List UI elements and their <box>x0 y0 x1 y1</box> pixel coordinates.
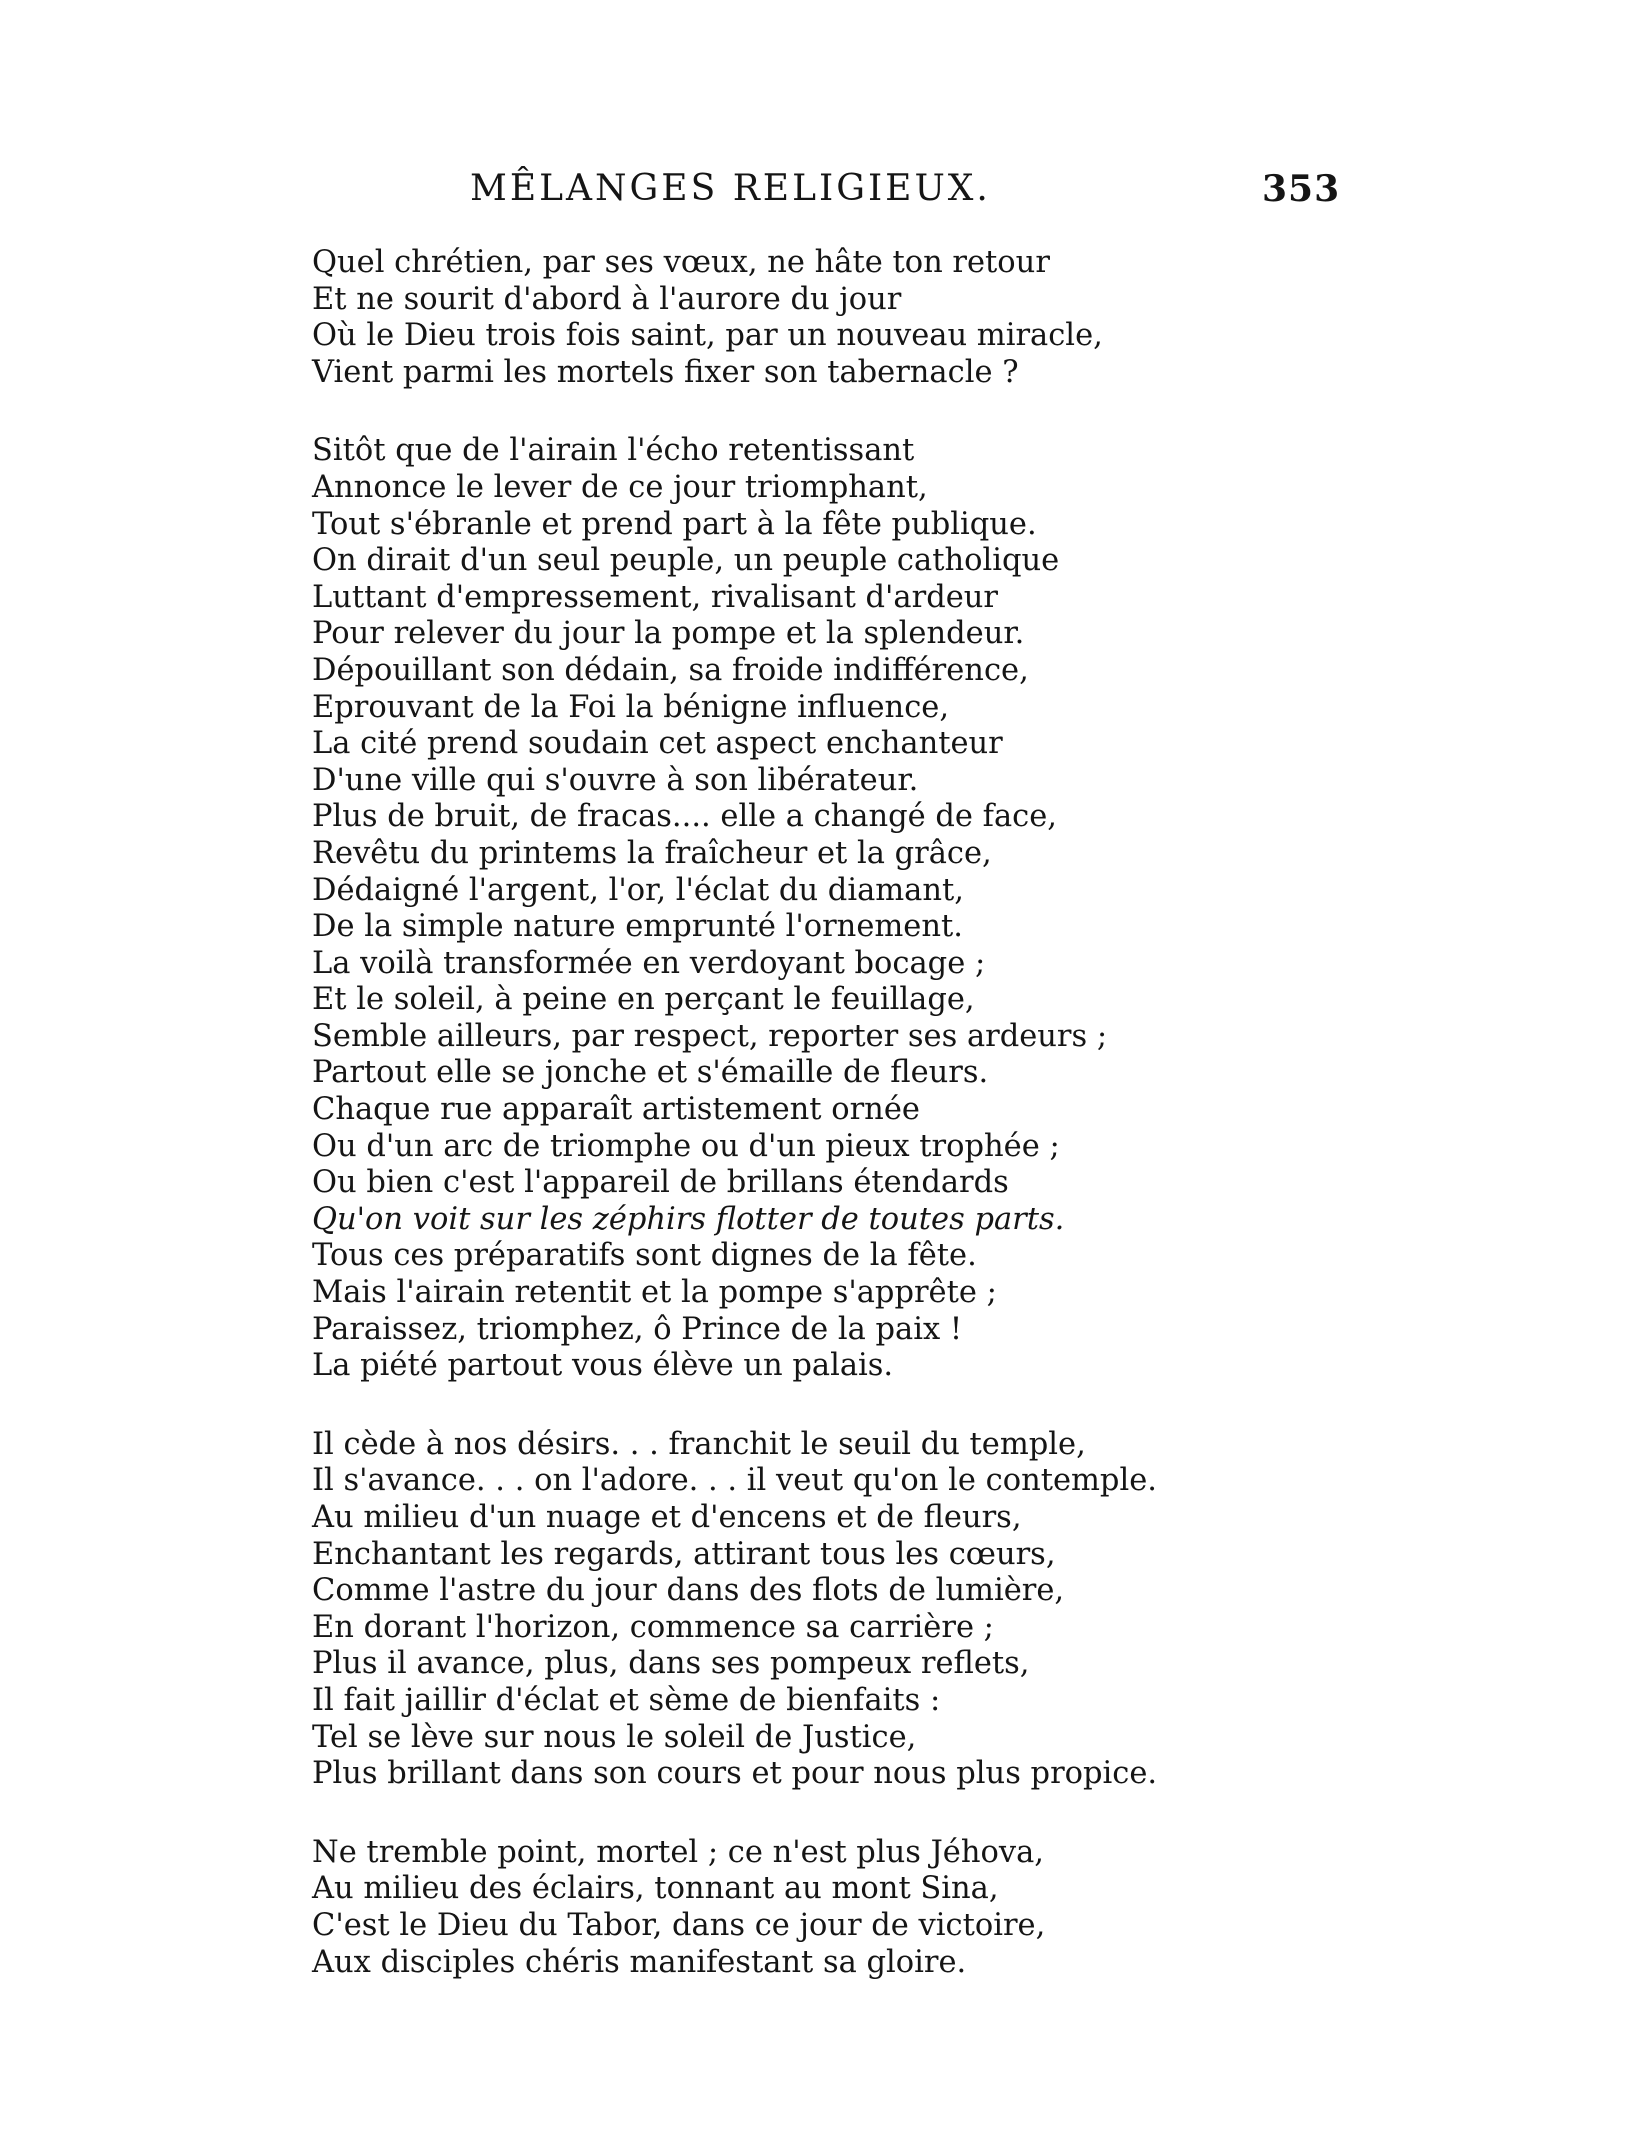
verse-line: Où le Dieu trois fois saint, par un nouveau miracle, <box>312 318 1103 354</box>
verse-line: C'est le Dieu du Tabor, dans ce jour de victoire, <box>312 1907 1046 1943</box>
verse-line: Plus de bruit, de fracas.... elle a changé de face, <box>312 799 1057 835</box>
verse-line: Vient parmi les mortels fixer son tabernacle ? <box>312 354 1019 390</box>
verse-line: La cité prend soudain cet aspect enchanteur <box>312 726 1003 762</box>
verse-line: Eprouvant de la Foi la bénigne influence, <box>312 689 950 725</box>
verse-line: Chaque rue apparaît artistement ornée <box>312 1092 920 1128</box>
stanza <box>312 245 1332 391</box>
verse-line: Luttant d'empressement, rivalisant d'ardeur <box>312 579 998 615</box>
verse-line-italic <box>312 1202 1332 1239</box>
verse-line: Ou bien c'est l'appareil de brillans étendards <box>312 1165 1009 1201</box>
verse-line: Paraissez, triomphez, ô Prince de la paix ! <box>312 1311 963 1347</box>
poem <box>312 245 1332 2023</box>
verse-line: Ne tremble point, mortel ; ce n'est plus Jéhova, <box>312 1834 1044 1870</box>
verse-line: La piété partout vous élève un palais. <box>312 1348 894 1384</box>
verse-line: Il cède à nos désirs. . . franchit le seuil du temple, <box>312 1426 1086 1462</box>
verse-line: Et le soleil, à peine en perçant le feuillage, <box>312 982 975 1018</box>
stanza <box>312 433 1332 1384</box>
verse-line: Plus il avance, plus, dans ses pompeux reflets, <box>312 1646 1030 1682</box>
verse-line: La voilà transformée en verdoyant bocage ; <box>312 945 986 981</box>
verse-line: Tout s'ébranle et prend part à la fête publique. <box>312 506 1037 542</box>
verse-line: Pour relever du jour la pompe et la splendeur. <box>312 616 1025 652</box>
verse-line: Revêtu du printems la fraîcheur et la grâce, <box>312 835 992 871</box>
italic-phrase: Qu'on voit sur les zéphirs flotter de toutes parts. <box>312 1201 1065 1237</box>
verse-line: En dorant l'horizon, commence sa carrière ; <box>312 1609 994 1645</box>
verse-line: Comme l'astre du jour dans des flots de lumière, <box>312 1573 1065 1609</box>
verse-line: Partout elle se jonche et s'émaille de fleurs. <box>312 1055 989 1091</box>
verse-line: Tous ces préparatifs sont dignes de la fête. <box>312 1238 977 1274</box>
verse-line: Quel chrétien, par ses vœux, ne hâte ton retour <box>312 245 1050 280</box>
verse-line: Au milieu des éclairs, tonnant au mont Sina, <box>312 1871 999 1907</box>
stanza <box>312 1835 1332 1981</box>
verse-line: Tel se lève sur nous le soleil de Justice, <box>312 1719 917 1755</box>
verse-line: Sitôt que de l'airain l'écho retentissant <box>312 433 915 469</box>
verse-line: Et ne sourit d'abord à l'aurore du jour <box>312 281 902 317</box>
verse-line: Dédaigné l'argent, l'or, l'éclat du diamant, <box>312 872 964 908</box>
verse-line: Enchantant les regards, attirant tous les cœurs, <box>312 1536 1056 1572</box>
verse-line: Semble ailleurs, par respect, reporter ses ardeurs ; <box>312 1018 1108 1054</box>
verse-line: Annonce le lever de ce jour triomphant, <box>312 469 928 505</box>
verse-line: D'une ville qui s'ouvre à son libérateur. <box>312 762 919 798</box>
verse-line: Plus brillant dans son cours et pour nous plus propice. <box>312 1756 1158 1792</box>
running-title: MÊLANGES RELIGIEUX. <box>470 168 991 209</box>
page-number: 353 <box>1262 168 1341 210</box>
verse-line: Aux disciples chéris manifestant sa gloire. <box>312 1944 967 1980</box>
verse-line: On dirait d'un seul peuple, un peuple catholique <box>312 543 1060 579</box>
verse-line: Il fait jaillir d'éclat et sème de bienfaits : <box>312 1682 941 1718</box>
verse-line: Au milieu d'un nuage et d'encens et de fleurs, <box>312 1500 1022 1535</box>
stanza <box>312 1427 1332 1793</box>
verse-line: De la simple nature emprunté l'ornement. <box>312 909 963 945</box>
verse-line: Dépouillant son dédain, sa froide indifférence, <box>312 652 1029 688</box>
verse-line: Ou d'un arc de triomphe ou d'un pieux trophée ; <box>312 1128 1060 1164</box>
verse-line: Il s'avance. . . on l'adore. . . il veut qu'on le contemple. <box>312 1463 1157 1499</box>
verse-line: Mais l'airain retentit et la pompe s'apprête ; <box>312 1275 997 1311</box>
